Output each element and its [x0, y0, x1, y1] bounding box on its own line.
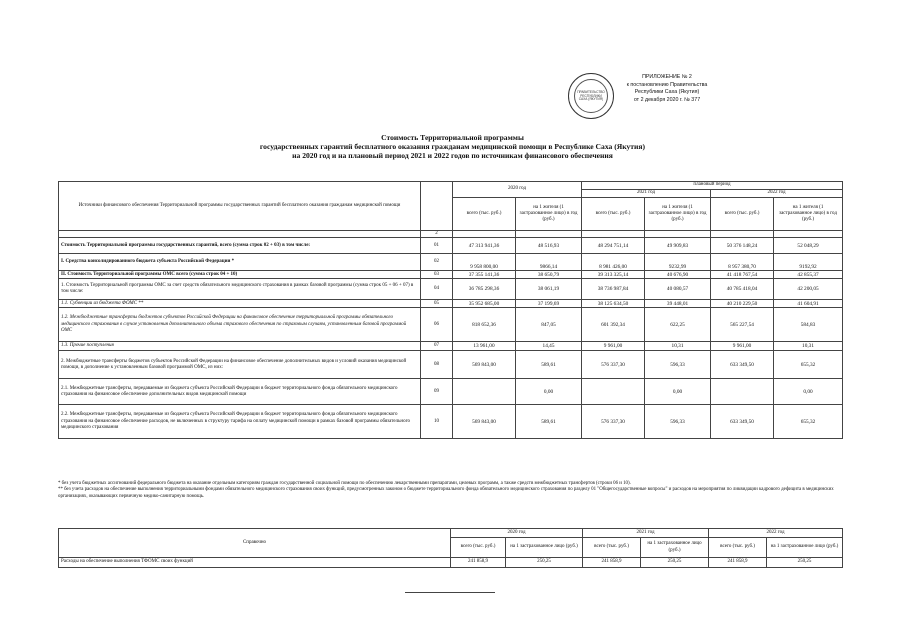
row-code: 08: [421, 351, 453, 379]
cell-value: 596,33: [645, 351, 711, 379]
official-seal-icon: [568, 73, 614, 119]
cell-value: 0,00: [774, 379, 843, 405]
cell-value: 38 125 634,50: [582, 300, 645, 308]
col-per-person-2022: на 1 жителя (1 застрахованное лицо) в год (руб.): [774, 198, 843, 231]
row-label: II. Стоимость Территориальной программы ОМС всего (сумма строк 04 + 10): [59, 271, 421, 279]
appendix-date: от 2 декабря 2020 г. № 377: [633, 96, 701, 103]
cell-value: 40 210 229,50: [711, 300, 774, 308]
cell-value: 39 448,01: [645, 300, 711, 308]
appendix-decree: к постановлению Правительства: [626, 81, 708, 88]
cell-value: 565 227,54: [711, 308, 774, 342]
year-2022-header: 2022 год: [711, 190, 843, 198]
row-code: 09: [421, 379, 453, 405]
source-header: Источники финансового обеспечения Территориальной программы государственных гарантий бесплатного оказания гражданам медицинской помощи: [59, 182, 421, 231]
table-row: [59, 351, 843, 379]
cell-value: 9 961,00: [582, 342, 645, 351]
row-label: 1. Стоимость Территориальной программы ОМС за счет средств обязательного медицинского страхования в рамках базовой программы (сумма строк 05 + 06 + 07) в том числе:: [59, 279, 421, 300]
cell-value: 241 858,9: [709, 558, 767, 568]
cell-value: 9866,14: [516, 254, 582, 271]
table-row: [59, 379, 843, 405]
row-label: 1.2. Межбюджетные трансферты бюджетов субъектов Российской Федерации на финансовое обеспечение территориальной программы обязательного медицинского страхования в случае установления дополнительного объема страхового обеспечения по страховым случаям, установленным базовой программой ОМС: [59, 308, 421, 342]
program-cost-table: [58, 181, 843, 439]
cell-value: [453, 379, 516, 405]
row-label: 1.3. Прочие поступления: [59, 342, 421, 351]
cell-value: 41 604,91: [774, 300, 843, 308]
row-label: Стоимость Территориальной программы государственных гарантий, всего (сумма строк 02 + 03) в том числе:: [59, 238, 421, 254]
cell-value: 0,00: [516, 379, 582, 405]
col-total-2021: всего (тыс. руб.): [582, 198, 645, 231]
cell-value: 241 858,9: [451, 558, 506, 568]
cell-value: 655,32: [774, 351, 843, 379]
cell-value: 241 858,9: [583, 558, 641, 568]
table-row: [59, 254, 843, 271]
row-code: 04: [421, 279, 453, 300]
table-row: [59, 271, 843, 279]
cell-value: 596,33: [645, 405, 711, 439]
cell-value: 40 785 418,04: [711, 279, 774, 300]
cell-value: 50 376 148,24: [711, 238, 774, 254]
cell-value: 36 785 298,36: [453, 279, 516, 300]
cell-value: 250,25: [767, 558, 843, 568]
cell-value: 250,25: [641, 558, 709, 568]
title-line-1: Стоимость Территориальной программы: [381, 133, 524, 142]
col-per-person-2020: на 1 жителя (1 застрахованное лицо) в год (руб.): [516, 198, 582, 231]
seal-text: ПРАВИТЕЛЬСТВО РЕСПУБЛИКИ САХА (ЯКУТИЯ): [577, 90, 605, 102]
cell-value: 48 294 751,14: [582, 238, 645, 254]
table-row: [59, 405, 843, 439]
cell-value: 569 843,00: [453, 351, 516, 379]
cell-value: 37 355 141,36: [453, 271, 516, 279]
cell-value: 10,31: [645, 342, 711, 351]
planned-period-header: плановый период: [582, 182, 843, 190]
cell-value: 40 676,90: [645, 271, 711, 279]
row-label: Расходы на обеспечение выполнения ТФОМС своих функций: [59, 558, 451, 568]
cell-value: 42 855,37: [774, 271, 843, 279]
column-index-row: [59, 231, 843, 238]
table-header-row: [59, 529, 843, 538]
cell-value: 589,61: [516, 405, 582, 439]
cell-value: [582, 379, 645, 405]
ref-year-2020: 2020 год: [451, 529, 583, 538]
table-row: [59, 558, 843, 568]
title-line-3: на 2020 год и на плановый период 2021 и 2022 годов по источникам финансового обеспечения: [292, 151, 613, 161]
cell-value: [711, 379, 774, 405]
ref-col-total: всего (тыс. руб.): [709, 538, 767, 558]
row-label: 2.2. Межбюджетные трансферты, передаваемые из бюджета субъекта Российской Федерации в бюджет территориального фонда обязательного медицинского страхования на финансовое обеспечение расходов, не включенных в структуру тарифа на оплату медицинской помощи в рамках базовой программы обязательного медицинского страхования: [59, 405, 421, 439]
cell-value: 35 952 685,00: [453, 300, 516, 308]
table-row: [59, 300, 843, 308]
cell-value: 9192,92: [774, 254, 843, 271]
cell-value: 576 337,30: [582, 405, 645, 439]
cell-value: 10,31: [774, 342, 843, 351]
row-label: 2.1. Межбюджетные трансферты, передаваемые из бюджета субъекта Российской Федерации в бюджет территориального фонда обязательного медицинского страхования на финансовое обеспечение дополнительных видов медицинской помощи: [59, 379, 421, 405]
table-row: [59, 279, 843, 300]
cell-value: 601 392,34: [582, 308, 645, 342]
footnote-2: ** без учета расходов на обеспечение выполнения территориальными фондами обязательного медицинского страхования своих функций, предусмотренных законом о бюджете территориального фонда обязательного медицинского страхования по разделу 01 "Общегосударственные вопросы" и расходов на мероприятия по ликвидации кадрового дефицита в медицинских организациях, оказывающих первичную медико-санитарную помощь.: [58, 487, 834, 499]
year-2020-header: 2020 год: [453, 182, 582, 198]
footnotes: [58, 481, 848, 500]
cell-value: 13 961,00: [453, 342, 516, 351]
cell-value: 48 516,93: [516, 238, 582, 254]
row-code: 06: [421, 308, 453, 342]
cell-value: 39 313 325,14: [582, 271, 645, 279]
appendix-region: Республики Саха (Якутия): [634, 89, 700, 95]
cell-value: 9232,99: [645, 254, 711, 271]
col-total-2022: всего (тыс. руб.): [711, 198, 774, 231]
row-code: 01: [421, 238, 453, 254]
ref-year-2022: 2022 год: [709, 529, 843, 538]
reference-header: Справочно: [59, 529, 451, 558]
row-code: 05: [421, 300, 453, 308]
ref-col-per: на 1 застрахованное лицо (руб.): [506, 538, 583, 558]
cell-value: 40 080,57: [645, 279, 711, 300]
appendix-block: [612, 74, 722, 104]
cell-value: 633 349,50: [711, 351, 774, 379]
cell-value: 8 957 380,70: [711, 254, 774, 271]
table-row: [59, 308, 843, 342]
cell-value: 38 061,19: [516, 279, 582, 300]
col-per-person-2021: на 1 жителя (1 застрахованное лицо) в год (руб.): [645, 198, 711, 231]
cell-value: 622,25: [645, 308, 711, 342]
ref-col-total: всего (тыс. руб.): [451, 538, 506, 558]
row-label: 1.1. Субвенции из бюджета ФОМС **: [59, 300, 421, 308]
document-title: [120, 133, 785, 161]
col-total-2020: всего (тыс. руб.): [453, 198, 516, 231]
cell-value: 569 843,00: [453, 405, 516, 439]
appendix-number: ПРИЛОЖЕНИЕ № 2: [642, 74, 692, 80]
cell-value: 41 418 767,54: [711, 271, 774, 279]
cell-value: 655,32: [774, 405, 843, 439]
end-divider: [405, 592, 495, 593]
cell-value: 38 650,79: [516, 271, 582, 279]
reference-table: [58, 528, 843, 568]
row-code: 10: [421, 405, 453, 439]
row-label: 2. Межбюджетные трансферты бюджетов субъектов Российской Федерации на финансовое обеспечение дополнительных видов и условий оказания медицинской помощи, в дополнение к установленным базовой программой ОМС, из них:: [59, 351, 421, 379]
cell-value: 0,00: [645, 379, 711, 405]
code-header: [421, 182, 453, 231]
cell-value: 38 736 987,84: [582, 279, 645, 300]
cell-value: 589,61: [516, 351, 582, 379]
cell-value: 9 961,00: [711, 342, 774, 351]
cell-value: 847,05: [516, 308, 582, 342]
row-code: 07: [421, 342, 453, 351]
cell-value: 576 337,30: [582, 351, 645, 379]
table-header-row: [59, 182, 843, 190]
cell-value: 47 313 941,36: [453, 238, 516, 254]
cell-value: 42 200,05: [774, 279, 843, 300]
cell-value: 8 981 426,00: [582, 254, 645, 271]
column-index: 2: [421, 231, 453, 238]
cell-value: 818 652,36: [453, 308, 516, 342]
table-row: [59, 238, 843, 254]
ref-year-2021: 2021 год: [583, 529, 709, 538]
year-2021-header: 2021 год: [582, 190, 711, 198]
row-label: I. Средства консолидированного бюджета субъекта Российской Федерации *: [59, 254, 421, 271]
title-line-2: государственных гарантий бесплатного оказания гражданам медицинской помощи в Республике Саха (Якутия): [259, 142, 646, 152]
ref-col-per: на 1 застрахованное лицо (руб.): [767, 538, 843, 558]
cell-value: 633 349,50: [711, 405, 774, 439]
cell-value: 14,45: [516, 342, 582, 351]
cell-value: 37 199,69: [516, 300, 582, 308]
cell-value: 250,25: [506, 558, 583, 568]
cell-value: 49 909,83: [645, 238, 711, 254]
cell-value: 584,83: [774, 308, 843, 342]
ref-col-total: всего (тыс. руб.): [583, 538, 641, 558]
cell-value: 52 048,29: [774, 238, 843, 254]
ref-col-per: на 1 застрахованное лицо (руб.): [641, 538, 709, 558]
row-code: 02: [421, 254, 453, 271]
row-code: 03: [421, 271, 453, 279]
footnote-1: * без учета бюджетных ассигнований федерального бюджета на оказание отдельным категориям граждан государственной социальной помощи по обеспечению лекарственными препаратами, целевых программ, а также средств межбюджетных трансфертов (строки 06 и 10).: [58, 481, 631, 486]
table-row: [59, 342, 843, 351]
cell-value: 9 958 800,00: [453, 254, 516, 271]
